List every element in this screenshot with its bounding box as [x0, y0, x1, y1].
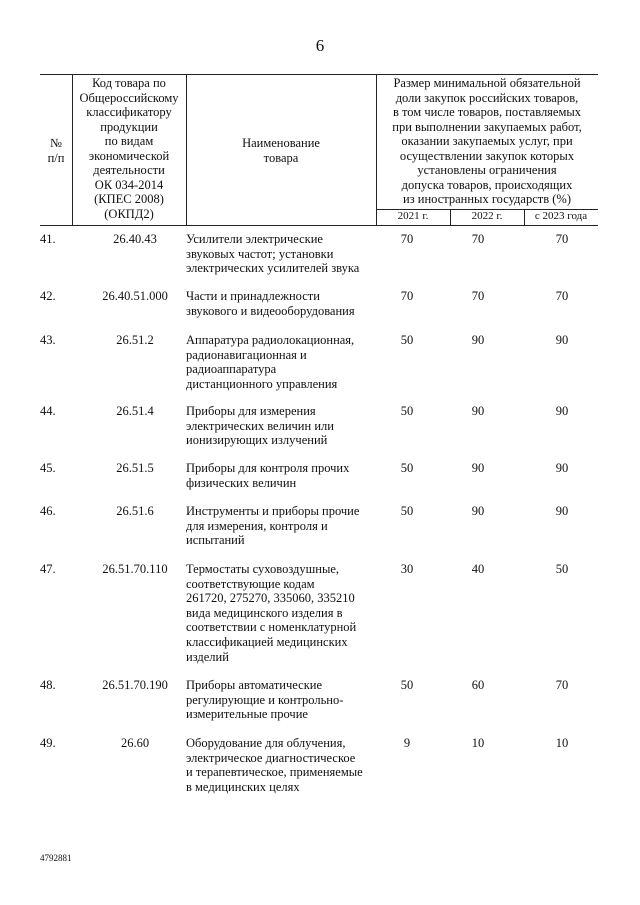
row-value-2023: 90 [555, 461, 569, 475]
row-number: 47. [40, 562, 56, 576]
header-code: Код товара по Общероссийскому классификатору продукции по видам экономической деятельности ОК 034-2014 (КПЕС 2008) (ОКПД2) [79, 76, 179, 221]
row-value-2023: 70 [555, 232, 569, 246]
row-value-2021: 70 [400, 289, 414, 303]
row-name: Инструменты и приборы прочие для измерения, контроля и испытаний [186, 504, 360, 548]
header-share: Размер минимальной обязательной доли закупок российских товаров, в том числе товаров, поставляемых при выполнении закупаемых работ, оказании закупаемых услуг, при осуществлении закупок которых установлены ограничения допуска товаров, происходящих из иностранных государств (%) [392, 76, 582, 206]
row-value-2023: 50 [555, 562, 569, 576]
row-value-2021: 70 [400, 232, 414, 246]
row-value-2022: 90 [471, 504, 485, 518]
row-number: 42. [40, 289, 56, 303]
row-value-2022: 10 [471, 736, 485, 750]
row-value-2023: 70 [555, 678, 569, 692]
row-name: Части и принадлежности звукового и видеооборудования [186, 289, 355, 318]
row-number: 48. [40, 678, 56, 692]
row-value-2021: 50 [400, 461, 414, 475]
row-code: 26.60 [120, 736, 150, 750]
header-top-rule [40, 74, 598, 75]
row-code: 26.51.70.190 [102, 678, 168, 692]
header-num: № п/п [47, 136, 65, 165]
header-bottom-rule [40, 225, 598, 226]
row-name: Приборы для измерения электрических величин или ионизирующих излучений [186, 404, 334, 448]
row-number: 44. [40, 404, 56, 418]
row-number: 49. [40, 736, 56, 750]
row-name: Оборудование для облучения, электрическое диагностическое и терапевтическое, применяемые в медицинских целях [186, 736, 363, 794]
row-value-2023: 10 [555, 736, 569, 750]
header-name: Наименование товара [242, 136, 320, 165]
header-year-2023: с 2023 года [534, 210, 588, 222]
row-code: 26.51.70.110 [102, 562, 168, 576]
row-value-2021: 30 [400, 562, 414, 576]
row-value-2022: 70 [471, 232, 485, 246]
row-value-2022: 90 [471, 404, 485, 418]
row-value-2022: 90 [471, 333, 485, 347]
row-value-2022: 40 [471, 562, 485, 576]
page-number: 6 [315, 36, 325, 55]
row-number: 43. [40, 333, 56, 347]
row-code: 26.40.51.000 [102, 289, 168, 303]
row-code: 26.51.6 [116, 504, 154, 518]
row-code: 26.51.2 [116, 333, 154, 347]
row-value-2022: 60 [471, 678, 485, 692]
row-code: 26.40.43 [113, 232, 157, 246]
row-code: 26.51.4 [116, 404, 154, 418]
row-value-2021: 50 [400, 404, 414, 418]
table-header [40, 74, 598, 225]
row-number: 45. [40, 461, 56, 475]
row-value-2023: 90 [555, 504, 569, 518]
row-value-2021: 50 [400, 504, 414, 518]
row-name: Приборы автоматические регулирующие и контрольно- измерительные прочие [186, 678, 344, 722]
row-value-2022: 70 [471, 289, 485, 303]
header-year-2022: 2022 г. [471, 210, 503, 222]
row-value-2022: 90 [471, 461, 485, 475]
row-value-2023: 70 [555, 289, 569, 303]
row-value-2021: 50 [400, 333, 414, 347]
row-code: 26.51.5 [116, 461, 154, 475]
row-name: Приборы для контроля прочих физических величин [186, 461, 350, 490]
document-id: 4792881 [40, 853, 72, 863]
header-year-2021: 2021 г. [397, 210, 429, 222]
row-number: 46. [40, 504, 56, 518]
row-value-2023: 90 [555, 404, 569, 418]
row-value-2021: 9 [403, 736, 411, 750]
row-value-2021: 50 [400, 678, 414, 692]
row-name: Аппаратура радиолокационная, радионавигационная и радиоаппаратура дистанционного управления [186, 333, 355, 391]
row-name: Усилители электрические звуковых частот; установки электрических усилителей звука [186, 232, 360, 276]
row-value-2023: 90 [555, 333, 569, 347]
row-number: 41. [40, 232, 56, 246]
row-name: Термостаты суховоздушные, соответствующие кодам 261720, 275270, 335060, 335210 вида медицинского изделия в соответствии с номенклатурной классификацией медицинских изделий [186, 562, 357, 664]
